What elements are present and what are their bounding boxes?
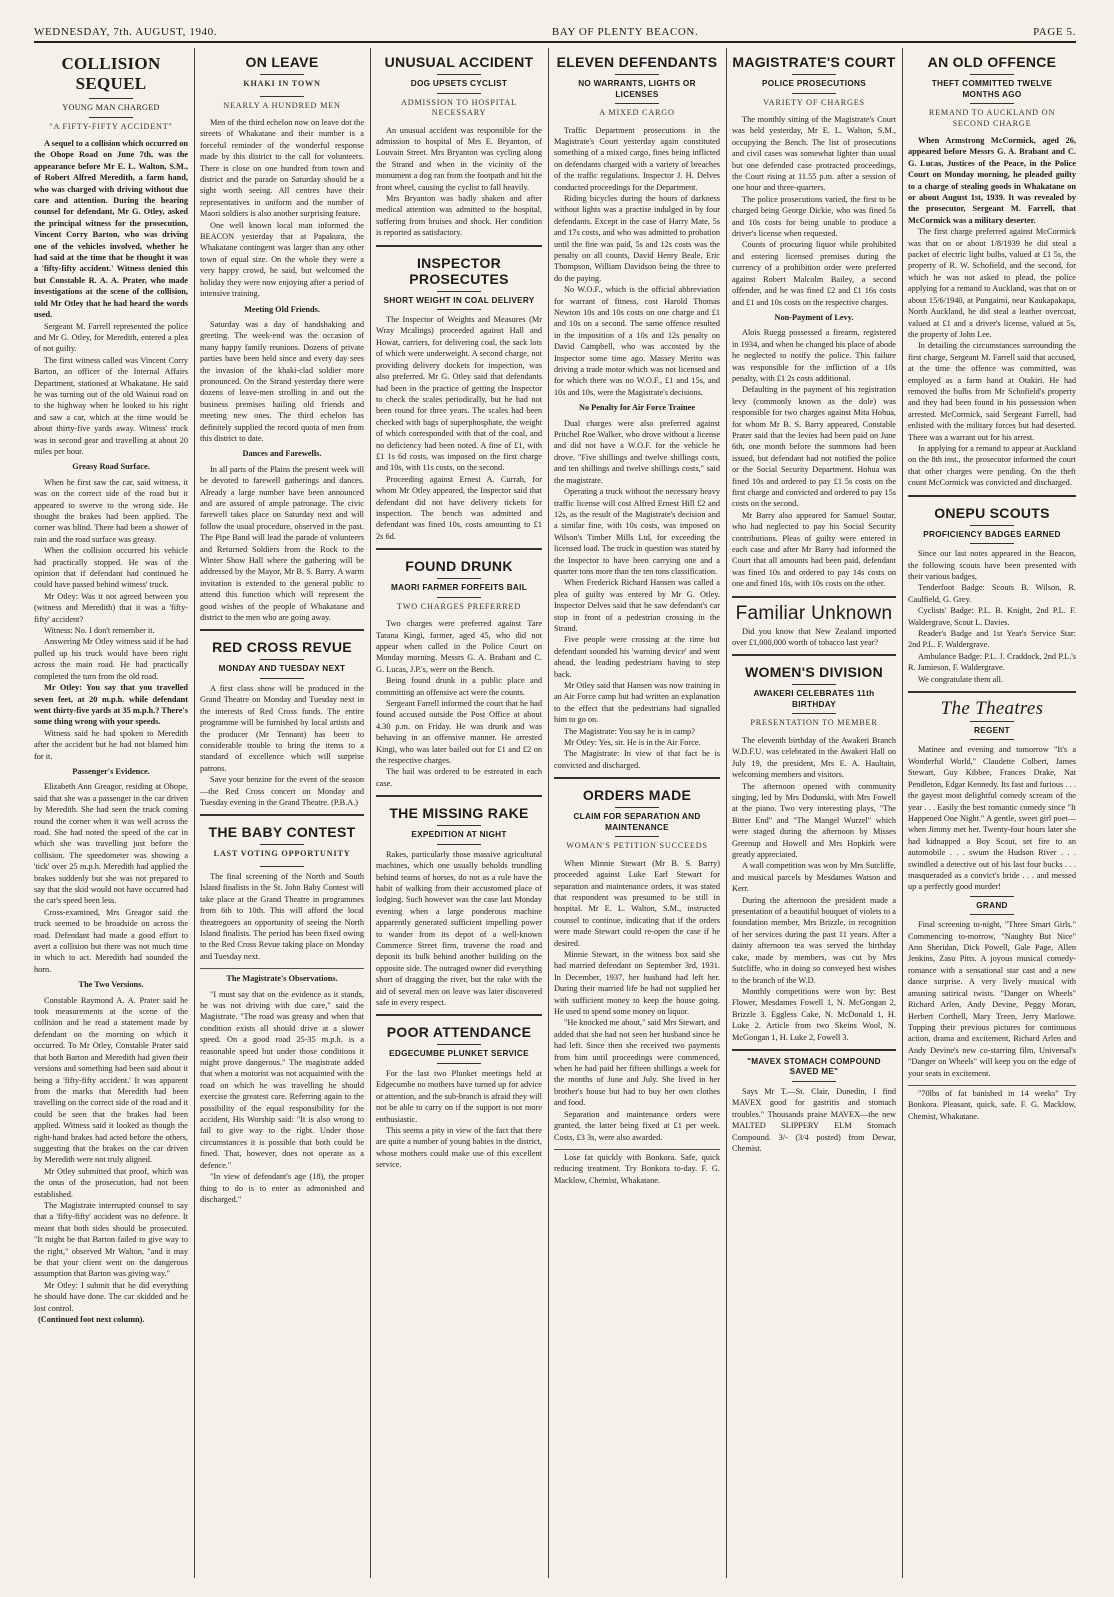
subheadline: YOUNG MAN CHARGED (62, 103, 160, 112)
divider (554, 777, 720, 779)
article-paragraph: When Minnie Stewart (Mr B. S. Barry) proceeded against Luke Earl Stewart for separation and maintenance orders, it was stated that respondent was presumed to be still in hospital. Mr E. L. Walton, S.M., instructed counsel to continue, indicating that if the orders were made Stewart could re-open the case if he desired. (554, 858, 720, 948)
divider (376, 245, 542, 247)
headline-on-leave: ON LEAVE (245, 54, 319, 70)
separator (260, 844, 304, 845)
article-paragraph: This seems a pity in view of the fact that there are quite a number of young babies in the district, whose mothers could make use of this excellent service. (376, 1126, 542, 1170)
article-paragraph: Being found drunk in a public place and committing an offensive act were the counts. (376, 676, 542, 697)
article-paragraph: In all parts of the Plains the present week will be devoted to farewell gatherings and dances. Already a large number have been announced and are assured of ample patronage. The civic farewell takes place on Saturday next and will follow the usual procedure, observed in the past. The Pipe Band will lead the parade of volunteers and Returned Soldiers from the Rock to the Winter Show Hall where the gathering will be addressed by the Mayor, Mr B. S. Barry. A warm invitation is extended to the general public to attend this function which will represent the good wishes of the people of Whakatane and district to the men who are going away. (200, 464, 364, 623)
headline-onepu-scouts: ONEPU SCOUTS (934, 504, 1050, 521)
subheadline-grand: GRAND (976, 900, 1008, 910)
subheadline: EDGECUMBE PLUNKET SERVICE (389, 1049, 529, 1059)
subheadline: PRESENTATION TO MEMBER (750, 718, 878, 728)
separator (437, 825, 481, 826)
subheadline: PROFICIENCY BADGES EARNED (923, 529, 1061, 539)
separator (792, 93, 836, 94)
masthead-page-number: PAGE 5. (1033, 26, 1076, 38)
advertisement-mavex-headline: "MAVEX STOMACH COMPOUND SAVED ME" (747, 1056, 881, 1077)
article-paragraph: Dual charges were also preferred against Pritchel Roe Walker, who drove without a license and did not have a W.O.F. for the vehicle he drove. "Five shillings and twelve shillings costs, and ten shillings and twelve shillings costs," said the magistrate. (554, 418, 720, 485)
column-5 (732, 46, 896, 1582)
divider (908, 691, 1076, 693)
article-paragraph: The Magistrate: You say he is in camp? (564, 726, 695, 736)
separator (437, 1063, 481, 1064)
section-subhead: Greasy Road Surface. (72, 462, 150, 472)
headline-womens-division: WOMEN'S DIVISION (744, 664, 884, 681)
article-paragraph: Sergeant Farrell informed the court that he had found accused outside the Post Office at about 4.30 p.m. on Friday. He was drunk and was behaving in an offensive manner. He arrested Kingi, who was later bailed out for £1 and £2 on the respective charges. (376, 699, 542, 766)
separator (89, 98, 133, 99)
article-paragraph: Counts of procuring liquor while prohibited and entering licensed premises during the currency of a prohibition order were preferred against Robert Malcolm Bailey, a second offender, and he was fined £2 and £1 16s costs and £1 and 10s costs on the respective charges. (732, 240, 896, 307)
article-paragraph: Five people were crossing at the time but defendant sounded his 'warning device' and went ahead, the leading pedestrians having to step back. (554, 635, 720, 679)
advertisement-bonkora: Lose fat quickly with Bonkora. Safe, quick reducing treatment. Try Bonkora to-day. F. G. Macklow, Chemist, Whakatane. (554, 1152, 720, 1185)
column-rule (902, 48, 903, 1578)
article-paragraph: Final screening to-night, "Three Smart Girls." Commencing to-morrow, "Naughty But Nice" Ann Sheridan, Dick Powell, Gale Page, Allen Jenkins, Zasu Pitts. A joyous musical comedy-romance with a sensational star cast and a new dance surprise. A very lively musical with amusing satirical twists. "Danger on Wheels" Richard Arlen, Andy Devine, Peggy Moran, Herbert Corthell, Mary Treen, Jerry Marlowe. Topping their previous pictures for continuous action, drama and excitement, Richard Arlen and Andy Devine's new co-starring film, Universal's "Danger on Wheels" will keep you on the edge of your seats in excitement. (908, 920, 1076, 1078)
separator (970, 525, 1014, 526)
section-subhead: Non-Payment of Levy. (774, 312, 854, 322)
separator (437, 844, 481, 845)
article-paragraph: The monthly sitting of the Magistrate's Court was held yesterday, Mr E. L. Walton, S.M., occupying the Bench. The list of prosecutions and civil cases was somewhat lighter than usual but one defended case protracted proceedings, the Court rising at 11.55 p.m. after a session of one hour and three-quarters. (732, 115, 896, 193)
separator (970, 543, 1014, 544)
separator (792, 74, 836, 75)
article-paragraph: Ambulance Badge: P.L. J. Craddock, 2nd P.L.'s R. Jamieson, F. Waldergrave. (908, 651, 1076, 673)
headline-old-offence: AN OLD OFFENCE (927, 54, 1057, 70)
article-paragraph: Mr Barry also appeared for Samuel Soutar, who had neglected to pay his Social Security contributions. Pleas of guilty were entered in each case and after Mr Barry had informed the Court that all amounts had been paid, defendant was fined 10s and ordered to pay 14s costs on one and fined 10s, with 10s costs on the other. (732, 510, 896, 589)
divider (908, 1085, 1076, 1086)
separator (792, 684, 836, 685)
separator (970, 721, 1014, 722)
article-paragraph: Save your benzine for the event of the season—the Red Cross concert on Monday and Tuesday evening in the Grand Theatre. (P.B.A.) (200, 775, 364, 808)
article-paragraph: Men of the third echelon now on leave dot the streets of Whakatane and their number is a forceful reminder of the wonderful response made by this district to the call for volunteers. There is close on one hundred from town and district and the parade on Saturday should be a sight worth seeing. All centres have their representatives in uniform and the number of Maori soldiers is also another surprising feature. (200, 118, 364, 219)
headline-found-drunk: FOUND DRUNK (405, 558, 513, 575)
article-paragraph: For the last two Plunket meetings held at Edgecumbe no mothers have turned up for advice or attention, and the sub-branch is afraid they will not be able to carry on if the support is not more enthusiastic. (376, 1068, 542, 1124)
masthead-paper-name: BAY OF PLENTY BEACON. (551, 26, 699, 38)
column-3 (376, 46, 542, 1582)
article-paragraph: Separation and maintenance orders were granted, the latter being fixed at £1 per week. Costs, £3 3s, were also awarded. (554, 1109, 720, 1142)
article-paragraph: "He knocked me about," said Mrs Stewart, and added that she had not seen her husband since he had left. Since then she received two payments from him until proceedings were commenced, when he had paid her fifteen shillings a week for the months of June and July. She lived in her brother's house but had to buy her own clothes and food. (554, 1018, 720, 1108)
subheadline: THEFT COMMITTED TWELVE MONTHS AGO (931, 79, 1053, 99)
article-paragraph: The Magistrate: In view of that fact he is convicted and discharged. (554, 749, 720, 770)
article-paragraph: Mrs Bryanton was badly shaken and after medical attention was admitted to the hospital, suffering from bruises and shock. Her condition is reported as satisfactory. (376, 193, 542, 238)
subheadline: MONDAY AND TUESDAY NEXT (218, 664, 346, 674)
headline-missing-rake: THE MISSING RAKE (389, 805, 529, 822)
headline-collision-sequel: COLLISION SEQUEL (61, 54, 161, 93)
article-paragraph: Tenderfoot Badge: Scouts B. Wilson, R. Caulfield, G. Grey. (908, 583, 1076, 604)
article-paragraph: "In view of defendant's age (18), the proper thing to do is to enter as admonished and discharged." (200, 1172, 364, 1204)
column-1 (34, 46, 188, 1582)
subheadline: CLAIM FOR SEPARATION AND MAINTENANCE (573, 812, 701, 832)
headline-red-cross-revue: RED CROSS REVUE (212, 639, 352, 656)
article-lead: When Armstrong McCormick, aged 26, appeared before Messrs G. A. Brabant and C. G. Lucas, Justices of the Peace, in the Police Court on Monday morning, he pleaded guilty to a charge of stealing goods in Whakatane on or about August 1st, 1939. It was revealed by the prosecutor, Sergeant M. Farrell, that McCormick was a military deserter. (908, 136, 1076, 225)
section-subhead: Dances and Farewells. (242, 449, 322, 459)
article-paragraph: Witness said he had spoken to Meredith after the accident but he had not blamed him for it. (34, 728, 188, 761)
subheadline: KHAKI IN TOWN (243, 79, 321, 88)
article-paragraph: Operating a truck without the necessary heavy traffic license will cost Alfred Ernest Hill £2 and 12s, as the result of the Magistrate's decision and a similar fine, with 10s costs, was imposed on Wilson's Timber Mills Ltd, for exceeding the licensed load. The truck in question was stated by the Inspector to have been carrying one and a quarter tons more than the ten tons classification. (554, 487, 720, 576)
article-paragraph: Witness: No. I don't remember it. (44, 626, 155, 636)
article-paragraph: When the collision occurred his vehicle had practically stopped. He was of the opinion that if defendant had continued he could have passed behind witness' truck. (34, 546, 188, 590)
section-subhead: Meeting Old Friends. (244, 304, 320, 314)
article-paragraph: We congratulate them all. (918, 674, 1004, 684)
subheadline: LAST VOTING OPPORTUNITY (213, 849, 351, 859)
section-subhead: Passenger's Evidence. (72, 766, 150, 776)
article-paragraph: No W.O.F., which is the official abbreviation for warrant of fitness, cost Harold Thomas Newton 10s and 10s costs on one charge and £1 and 10s on a second. The same offence resulted in the imposition of a 10s and 12s penalty on David Campbell, who was accosted by the Inspector some time ago. Massey Merito was driving a trade motor which was not licensed and for which there was no W.O.F., £1 and 15s, and 10s and 10s, were the Magistrate's decisions. (554, 285, 720, 397)
divider (200, 968, 364, 969)
subheadline: TWO CHARGES PREFERRED (396, 601, 522, 611)
separator (615, 807, 659, 808)
subheadline: MAORI FARMER FORFEITS BAIL (390, 583, 528, 593)
article-paragraph: Answering Mr Otley witness said if he had pulled up his truck would have been right across the main road. He had practically completed the turn from the old road. (34, 637, 188, 681)
column-4 (554, 46, 720, 1582)
article-paragraph: Elizabeth Ann Greagor, residing at Ohope, said that she was a passenger in the car driven by Meredith. She had seen the truck coming round the corner when it was well across the road. She had noted the speed of the car in which she was travelling just before the collision. The speedometer was showing a 'tick' over 25 m.p.h. Meredith had applied the brakes suddenly but she was not prepared to say that the skid would not have occurred had the car's speed been less. (34, 782, 188, 906)
article-paragraph: In detailing the circumstances surrounding the first charge, Sergeant M. Farrell said that accused, at the time the offence was committed, was employed as a farm hand at Otakiri. He had removed the bulbs from Mr Schofield's property and they had been found in his possession when arrested. McCormick, said Sergeant Farrell, had enlisted with the military forces but had deserted. There was a warrant out for his arrest. (908, 341, 1076, 442)
subheadline: REMAND TO AUCKLAND ON SECOND CHARGE (928, 108, 1056, 128)
article-paragraph: Since our last notes appeared in the Beacon, the following scouts have been presented with their various badges, (908, 549, 1076, 581)
subheadline: A MIXED CARGO (599, 108, 675, 117)
article-paragraph: Saturday was a day of handshaking and greeting. The week-end was the occasion of many happy family reunions. Dozens of private parties have been held since and every day sees the invasion of the khaki-clad soldier more pronounced. On the Strand yesterday there were dozens of leave-men strolling in and out the business premises hailing old friends and meeting new ones. The third echelon has definitely supplied the record quota of men from this district to date. (200, 319, 364, 443)
separator (437, 1044, 481, 1045)
article-paragraph: When he first saw the car, said witness, it was on the correct side of the road but it appeared to swerve to the wrong side. He thought the brakes had been applied. The corner was blind. There had been a shower of rain and the road surface was greasy. (34, 477, 188, 544)
article-paragraph: The first witness called was Vincent Corry Barton, an officer of the Internal Affairs Department, stationed at Whakatane. He said he was turning out of the old Wainui road on to the highway when he looked to his right and saw a car, which at the time would be about thirty-five yards away. Witness' truck was in second gear and travelling at about 20 miles per hour. (34, 355, 188, 456)
subheadline: ADMISSION TO HOSPITAL NECESSARY (401, 97, 517, 117)
article-paragraph: "I must say that on the evidence as it stands, he was not driving with due care," said the Magistrate. "The road was greasy and when that condition exists all should drive at a slower speed. On a good road 25-35 m.p.h. is a reasonable speed but under those conditions it might prove dangerous." The magistrate added that when a motorist was not acquainted with the road on which he was travelling he should exercise the greatest care. Referring again to the possibility of the equal responsibility for the accident, His Worship said: "It is also wrong to fail to give way to the right. Under those circumstances it is possible that both could be fined. That, however, does not operate as a defence." (200, 989, 364, 1170)
article-paragraph: The afternoon opened with community singing, led by Mrs Dodunski, with Mrs Fowell at the piano. Two very interesting plays, "The Bitter End" and "The Mangel Wurzel" which were staged during the afternoon by Misses Greenup and Howell and Mrs Hopkirk were greatly appreciated. (732, 781, 896, 860)
article-paragraph: Monthly competitions were won by: Best Flower, Mesdames Fowell 1, N. McGongan 2, Brizzle 3. Eggless Cake, N. McDonald 1, H. Luke 2. Article from two Skeins Wool, N. McGongan 1, H. Luke 2, Fowell 3. (732, 986, 896, 1042)
article-paragraph: Cyclists' Badge: P.L. B. Knight, 2nd P.L. F. Waldergrave, Scout L. Davies. (908, 606, 1076, 627)
subheadline: AWAKERI CELEBRATES 11th BIRTHDAY (753, 689, 875, 709)
article-paragraph: The Magistrate interrupted counsel to say that a 'fifty-fifty' accident was no defence. It meant that both sides should be prosecuted. "It might be that Barton failed to give way to the right," observed Mr Walton, "and it may be that your client went on the dangerous assumption that Barton was giving way." (34, 1200, 188, 1279)
divider (376, 1014, 542, 1016)
separator (792, 1081, 836, 1082)
subheadline: SHORT WEIGHT IN COAL DELIVERY (383, 295, 535, 305)
subheadline: WOMAN'S PETITION SUCCEEDS (566, 841, 708, 851)
separator (970, 739, 1014, 740)
subheadline: VARIETY OF CHARGES (763, 97, 865, 107)
separator (437, 74, 481, 75)
section-subhead: The Magistrate's Observations. (226, 974, 338, 984)
article-paragraph: When Frederick Richard Hansen was called a plea of guilty was entered by Mr G. Otley. Inspector Delves said that he saw defendant's car stop in front of a pedestrian crossing in the Strand. (554, 578, 720, 633)
masthead-date: WEDNESDAY, 7th. AUGUST, 1940. (34, 26, 218, 38)
article-paragraph: The police prosecutions varied, the first to be charged being George Dickie, who was fined 5s and 10s costs for being unable to produce a driver's license when requested. (732, 194, 896, 239)
subheadline: NEARLY A HUNDRED MEN (223, 100, 341, 110)
subheadline: DOG UPSETS CYCLIST (410, 79, 508, 88)
article-paragraph: Mr Otley: Yes, sir. He is in the Air Force. (564, 738, 701, 748)
subheadline: EXPEDITION AT NIGHT (411, 830, 507, 840)
headline-eleven-defendants: ELEVEN DEFENDANTS (556, 54, 718, 70)
article-paragraph: Mr Otley: I submit that he did everything he should have done. The car skidded and he lost control. (34, 1280, 188, 1313)
article-paragraph: Matinee and evening and tomorrow "It's a Wonderful World," Claudette Colbert, James Stewart, Guy Kibbee, Frances Drake, Nat Pendleton, Edgar Kennedy. Its fast and furious . . . the gayest most delightful comedy scream of the year . . . Easily the best romantic comedy since "It Happened One Night." A gentle, sweet girl poet—when Jimmy met her. Twenty-four hours later she had kidnapped a Boy Scout, set fire to an automobile . . . swum the Hudson River . . . swindled a detective out of his last four bucks . . . masqueraded as a convict's bride . . . and messed up a perfectly good murder! (908, 745, 1076, 892)
column-6 (908, 46, 1076, 1582)
separator (970, 896, 1014, 897)
section-subhead: The Two Versions. (78, 980, 144, 990)
continued-note: (Continued foot next column). (38, 1315, 145, 1325)
separator (970, 103, 1014, 104)
article-paragraph: A wall competition was won by Mrs Sutcliffe, and musical parcels by Mesdames Watson and Kerr. (732, 861, 896, 894)
article-paragraph: Mr Otley: You say that you travelled seven feet, at 20 m.p.h. while defendant went thirty-five yards at 35 m.p.h.? There's some thing wrong with your speeds. (34, 683, 188, 727)
subheadline: POLICE PROSECUTIONS (762, 79, 866, 88)
article-paragraph: Did you know that New Zealand imported over £1,000,000 worth of tobacco last year? (732, 626, 896, 648)
column-rule (548, 48, 549, 1578)
divider (376, 548, 542, 550)
separator (792, 713, 836, 714)
headline-orders-made: ORDERS MADE (582, 787, 692, 804)
divider (732, 1049, 896, 1051)
separator (260, 678, 304, 679)
separator (615, 836, 659, 837)
advertisement-bonkora: "70lbs of fat banished in 14 weeks" Try Bonkora. Pleasant, quick, safe. F. G. Macklow, Chemist, Whakatane. (908, 1088, 1076, 1121)
article-paragraph: Reader's Badge and 1st Year's Service Star: 2nd P.L. F. Waldergrave. (908, 628, 1076, 650)
masthead (34, 24, 1076, 43)
separator (260, 659, 304, 660)
article-paragraph: Mr Otley: Was it not agreed between you (witness and Meredith) that it was a 'fifty-fifty' accident? (34, 591, 188, 624)
headline-magistrates-court: MAGISTRATE'S COURT (732, 54, 896, 70)
headline-baby-contest: THE BABY CONTEST (208, 824, 356, 841)
divider (554, 1149, 720, 1150)
divider (200, 814, 364, 816)
column-rule (726, 48, 727, 1578)
article-paragraph: The Inspector of Weights and Measures (Mr Wray Mcalings) proceeded against Hall and Howat, carriers, for delivering coal, the sack lots of which were underweight. A second charge, not providing delivery dockets for inspection, was also preferred. Mr G. Otley said that defendants had been in the practice of getting the Inspector to check the scales periodically, but he had not been round for three years. The scales had been checked with bags of superphosphate, the weight of which corresponded with that of the coal, and no deficiency had been noted. A fine of £1, with £1 1s 6d costs, was imposed on the first charge and 10s, with 11s costs, on the second. (376, 315, 542, 473)
divider (200, 629, 364, 631)
separator (437, 578, 481, 579)
article-paragraph: Sergeant M. Farrell represented the police and Mr G. Otley, for Meredith, entered a plea of not guilty. (34, 321, 188, 354)
subheadline-regent: REGENT (974, 725, 1010, 735)
separator (437, 291, 481, 292)
separator (615, 103, 659, 104)
separator (437, 309, 481, 310)
section-subhead: No Penalty for Air Force Trainee (578, 403, 696, 413)
divider (732, 654, 896, 656)
column-rule (370, 48, 371, 1578)
article-paragraph: Constable Raymond A. A. Prater said he took measurements at the scene of the collision and he read a statement made by defendant on the morning on which it occurred. To Mr Otley, Constable Prater said that both Barton and Meredith had given their versions and something had been said about it being a 'fifty-fifty accident.' It was apparent from the marks that Meredith had been travelling on the correct side of the road and it could be seen that the brakes had been applied. Witness said it looked as though the right-hand brakes had acted before the others, suggesting that the brakes on the car driven by Meredith were not truly aligned. (34, 995, 188, 1165)
article-paragraph: The first charge preferred against McCormick was that on or about 1/8/1939 he did steal a packet of electric light bulbs, valued at £1 5s, the property of R. W. Schofield, and the second, for which he was not asked to plead, the police applying for a remand to Auckland, was that on or about 15/6/1940, at Pungaimi, near Kaukapakapa, North Auckland, he did steal a leather overcoat, valued at £1 and a driver's license, valued at 5s, the property of John Lee. (908, 227, 1076, 339)
separator (437, 93, 481, 94)
column-2 (200, 46, 364, 1582)
article-paragraph: The bail was ordered to be estreated in each case. (376, 767, 542, 788)
subheadline: NO WARRANTS, LIGHTS OR LICENSES (578, 79, 696, 99)
article-paragraph: A first class show will be produced in the Grand Theatre on Monday and Tuesday next in the interests of Red Cross funds. The entire programme will be furnished by local artists and the producer (Mr Tennant) has been to considerable trouble to bring the items to a standard of excellence which will surprise patrons. (200, 683, 364, 773)
separator (970, 74, 1014, 75)
article-paragraph: Cross-examined, Mrs Greagor said the truck seemed to be broadside on across the road. Defendant had made a good effort to avert a collision but there was not much time in which to act. Meredith had sounded the horn. (34, 907, 188, 974)
article-paragraph: Defaulting in the payment of his registration levy (commonly known as the dole) was responsible for two charges against Mita Hohua, for whom Mr B. S. Barry appeared, Constable Prater said that the levies had been paid on June 6th, one month before the summons had been issued, but defendant had not notified the police or the Social Security Department. Hohua was fined 10s and ordered to pay £1 5s costs on the first charge and convicted and ordered to pay 15s costs on the second. (732, 385, 896, 509)
divider (376, 795, 542, 797)
divider (908, 495, 1076, 497)
headline-familiar-unknown: Familiar Unknown (735, 602, 893, 624)
separator (970, 914, 1014, 915)
subheadline: "A FIFTY-FIFTY ACCIDENT" (49, 121, 173, 131)
article-paragraph: Rakes, particularly those massive agricultural machines, which one usually beholds trundling behind teams of horses, do not as a rule have the habit of walking from their accustomed place of lodging. Such however was the case last Monday evening when a large ponderous machine apparently generated sufficient impelling power to wander from its depot of a well-known Commerce Street firm, traverse the road and deposit its bulk behind another building on the opposite side. The outraged owner did everything short of dragging the river, but the rake with the aid of several men on leave was later discovered safe in every respect. (376, 849, 542, 1008)
divider (732, 596, 896, 598)
article-paragraph: Riding bicycles during the hours of darkness without lights was a practise indulged in by four defendants. Except in the case of Harry Mate, 5s and 17s costs, and who was admitted to probation until the fine was paid, 5s and 12s costs was the penalty on all counts, David Henry Beale, Eric Thompson, William Davidson being the three to do the paying. (554, 193, 720, 283)
column-rule (194, 48, 195, 1578)
article-paragraph: The eleventh birthday of the Awakeri Branch W.D.F.U. was celebrated in the Awakeri Hall on July 19, the president, Mrs E. A. Haultain, welcoming members and visitors. (732, 735, 896, 780)
article-paragraph: An unusual accident was responsible for the admission to hospital of Mrs E. Bryanton, of Louvain Street. Mrs Bryanton was cycling along the Strand and when in the vicinity of the monument a dog ran from the footpath and hit the front wheel, causing the cyclist to fall heavily. (376, 125, 542, 192)
article-paragraph: Traffic Department prosecutions in the Magistrate's Court yesterday again constituted something of a mixed cargo, fines being inflicted on defendants charged with a variety of breaches of the traffic regulations. Inspector J. H. Delves conducted proceedings for the Department. (554, 125, 720, 192)
article-paragraph: Alois Ruegg possessed a firearm, registered in 1934, and when he changed his place of abode he neglected to notify the police. This failure was responsible for the infliction of a 10s penalty, with £1 2s costs additional. (732, 328, 896, 383)
article-paragraph: Mr Otley said that Hansen was now training in an Air Force camp but had written an explanation to the effect that the pedestrians had signalled him to go on. (554, 681, 720, 725)
article-paragraph: In applying for a remand to appear at Auckland on the 8th inst., the prosecutor informed the court that other charges were pending. On the theft count McCormick was convicted and discharged. (908, 443, 1076, 488)
article-paragraph: One well known local man informed the BEACON yesterday that at Papakura, the Whakatane contingent was larger than any other town of equal size. On the whole they were a very happy crowd, he said, but welcomed the holiday they were now enjoying after a period of intensive training. (200, 220, 364, 299)
separator (260, 96, 304, 97)
article-paragraph: The final screening of the North and South Island finalists in the St. John Baby Contest will take place at the Grand Theatre in programmes from 6th to 10th. This will afford the local theatregoers an opportunity of seeing the North Island finalists. The period has been fixed owing to the Red Cross Revue taking place on Monday and Tuesday next. (200, 871, 364, 961)
advertisement-mavex: Says Mr T.—St. Clair, Dunedin, I find MAVEX good for gastritis and stomach troubles." Thousands praise MAVEX—the new MALTED SLIPPERY ELM Stomach Compound. 3/- (3/4 posted) from Dewar, Chemist. (732, 1086, 896, 1153)
separator (260, 74, 304, 75)
headline-poor-attendance: POOR ATTENDANCE (386, 1024, 532, 1041)
article-lead: A sequel to a collision which occurred on the Ohope Road on June 7th, was the appearance before Mr E. L. Walton, S.M., of Robert Alfred Meredith, a farm hand, who was charged with driving without due care and attention. During the hearing counsel for defendant, Mr G. Otley, asked the principal witness for the prosecution, Vincent Corry Barton, who was driving one of the vehicles involved, whether he had said at the time that he thought it was a 'fifty-fifty accident.' Witness denied this but Constable R. A. A. Prater, who made investigations at the scene of the collision, told Mr Otley that he had heard the words used. (34, 139, 188, 320)
headline-inspector-prosecutes: INSPECTOR PROSECUTES (409, 254, 509, 287)
separator (615, 74, 659, 75)
article-paragraph: Proceeding against Ernest A. Currah, for whom Mr Otley appeared, the Inspector said that defendant did not have delivery tickets for inspection. The bench was admitted and defendant was fined 10s, costs amounting to £1 2s 6d. (376, 474, 542, 541)
separator (437, 597, 481, 598)
article-paragraph: Two charges were preferred against Tare Tarana Kingi, farmer, aged 45, who did not appear when called in the Police Court on Monday morning. Messrs G. A. Brabant and C. G. Lucas, J.P.'s, were on the Bench. (376, 619, 542, 674)
headline-the-theatres: The Theatres (940, 697, 1044, 719)
separator (260, 866, 304, 867)
separator (89, 117, 133, 118)
headline-unusual-accident: UNUSUAL ACCIDENT (384, 54, 534, 70)
article-paragraph: During the afternoon the president made a presentation of a beautiful bouquet of violets to a foundation member, Mrs Brizzle, in recognition of her services during the past 11 years. After a dainty afternoon tea was served the birthday cake, made by members, was cut by Mrs Sutcliffe, who in doing so conveyed best wishes to the branch of the W.D. (732, 895, 896, 985)
article-paragraph: Mr Otley submitted that proof, which was the onus of the prosecution, had not been established. (34, 1166, 188, 1199)
article-paragraph: Minnie Stewart, in the witness box said she had married defendant on September 3rd, 1931. In December, 1937, her husband had left her. During their married life he had not supplied her with sufficient money to keep the house going. He used to spend some money on liquor. (554, 950, 720, 1017)
